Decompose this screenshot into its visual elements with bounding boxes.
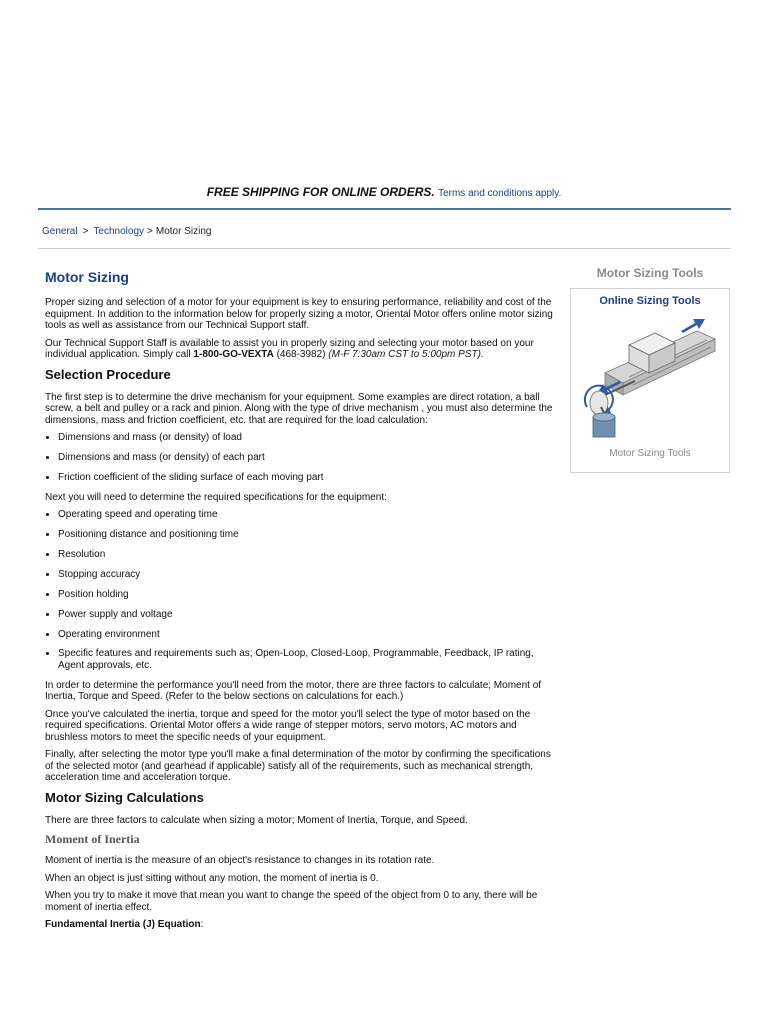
motor-sizing-tools-illustration	[577, 311, 723, 445]
inertia-equation-label	[45, 919, 560, 931]
shipping-banner-lead: FREE SHIPPING FOR ONLINE ORDERS.	[206, 185, 435, 199]
list-item: • Dimensions and mass (or density) of each part	[58, 452, 560, 464]
spec-list	[45, 509, 560, 671]
breadcrumb-general[interactable]: General	[42, 226, 78, 237]
breadcrumb-separator: >	[147, 226, 153, 237]
breadcrumb	[42, 226, 211, 237]
article	[45, 268, 560, 937]
sidebar-box-title: Online Sizing Tools	[599, 295, 701, 307]
sidebar-title: Motor Sizing Tools	[596, 266, 704, 280]
calculations-paragraph: There are three factors to calculate when sizing a motor; Moment of Inertia, Torque, and Speed.	[45, 814, 468, 826]
breadcrumb-technology[interactable]: Technology	[93, 226, 145, 237]
performance-paragraph: In order to determine the performance you'll need from the motor, there are three factors to calculate; Moment of Inertia, Torque and Speed. (Refer to the below sections on calculations for each.)	[45, 679, 542, 703]
calculations-heading: Motor Sizing Calculations	[45, 789, 204, 805]
breadcrumb-separator: >	[82, 226, 89, 237]
inertia-equation-title: Fundamental Inertia (J) Equation	[45, 919, 201, 931]
motor-type-paragraph: Once you've calculated the inertia, torque and speed for the motor you'll select the type of motor based on the required specifications. Oriental Motor offers a wide range of stepper motors, servo motors, AC motors and brushless motors to meet the specific needs of your equipment.	[45, 708, 531, 743]
list-item: • Resolution	[58, 549, 560, 561]
inertia-definition: Moment of inertia is the measure of an object's resistance to changes in its rotation rate.	[45, 855, 435, 867]
breadcrumb-divider	[38, 248, 731, 249]
sidebar-box-caption: Motor Sizing Tools	[609, 448, 691, 459]
list-item: • Stopping accuracy	[58, 569, 560, 581]
list-item: • Operating speed and operating time	[58, 509, 560, 521]
intro-paragraph: Proper sizing and selection of a motor for your equipment is key to ensuring performance, reliability and cost of the equipment. In addition to the information below for properly sizing a motor, Oriental Motor offers online motor sizing tools as well as assistance from our Technical Support staff.	[45, 297, 553, 331]
load-list	[45, 432, 560, 483]
support-hours: (M-F 7:30am CST to 5:00pm PST).	[328, 349, 484, 360]
selection-procedure-heading: Selection Procedure	[45, 366, 171, 382]
list-item: • Positioning distance and positioning time	[58, 529, 560, 541]
support-paragraph	[45, 338, 560, 361]
list-item: • Power supply and voltage	[58, 609, 560, 621]
selection-paragraph: The first step is to determine the drive mechanism for your equipment. Some examples are direct rotation, a ball screw, a belt and pulley or a rack and pinion. Along with the type of drive mechanism , you must also determine the dimensions, mass and friction coefficient, etc. that are required for the load calculation:	[45, 391, 553, 426]
spec-intro: Next you will need to determine the required specifications for the equipment:	[45, 491, 387, 503]
motor-sizing-tools-banner[interactable]	[570, 288, 730, 473]
list-item: • Friction coefficient of the sliding surface of each moving part	[58, 472, 560, 484]
list-item: • Dimensions and mass (or density) of load	[58, 432, 560, 444]
support-phone-digits: (468-3982)	[273, 349, 329, 360]
list-item: • Position holding	[58, 589, 560, 601]
list-item: • Specific features and requirements such as; Open-Loop, Closed-Loop, Programmable, Feedback, IP rating, Agent approvals, etc.	[58, 648, 560, 671]
shipping-banner	[0, 185, 768, 199]
breadcrumb-current: Motor Sizing	[155, 226, 212, 237]
support-phone: 1-800-GO-VEXTA	[193, 349, 274, 360]
support-text: Our Technical Support Staff is available to assist you in properly sizing and selecting your motor based on your individual application. Simply call	[45, 337, 534, 360]
inertia-at-rest: When an object is just sitting without any motion, the moment of inertia is 0.	[45, 872, 379, 884]
moment-of-inertia-heading: Moment of Inertia	[45, 832, 140, 847]
inertia-effect: When you try to make it move that mean you want to change the speed of the object from 0 to any, there will be moment of inertia effect.	[45, 890, 538, 913]
list-item: • Operating environment	[58, 629, 560, 641]
terms-link[interactable]: Terms and conditions apply.	[438, 188, 562, 199]
final-determination-paragraph: Finally, after selecting the motor type you'll make a final determination of the motor by confirming the specifications of the selected motor (and gearhead if applicable) satisfy all of the requirements, such as mechanical strength, acceleration time and acceleration torque.	[45, 749, 551, 784]
page-title: Motor Sizing	[45, 269, 129, 285]
inertia-equation-colon: :	[200, 919, 204, 931]
header-divider	[38, 208, 731, 210]
